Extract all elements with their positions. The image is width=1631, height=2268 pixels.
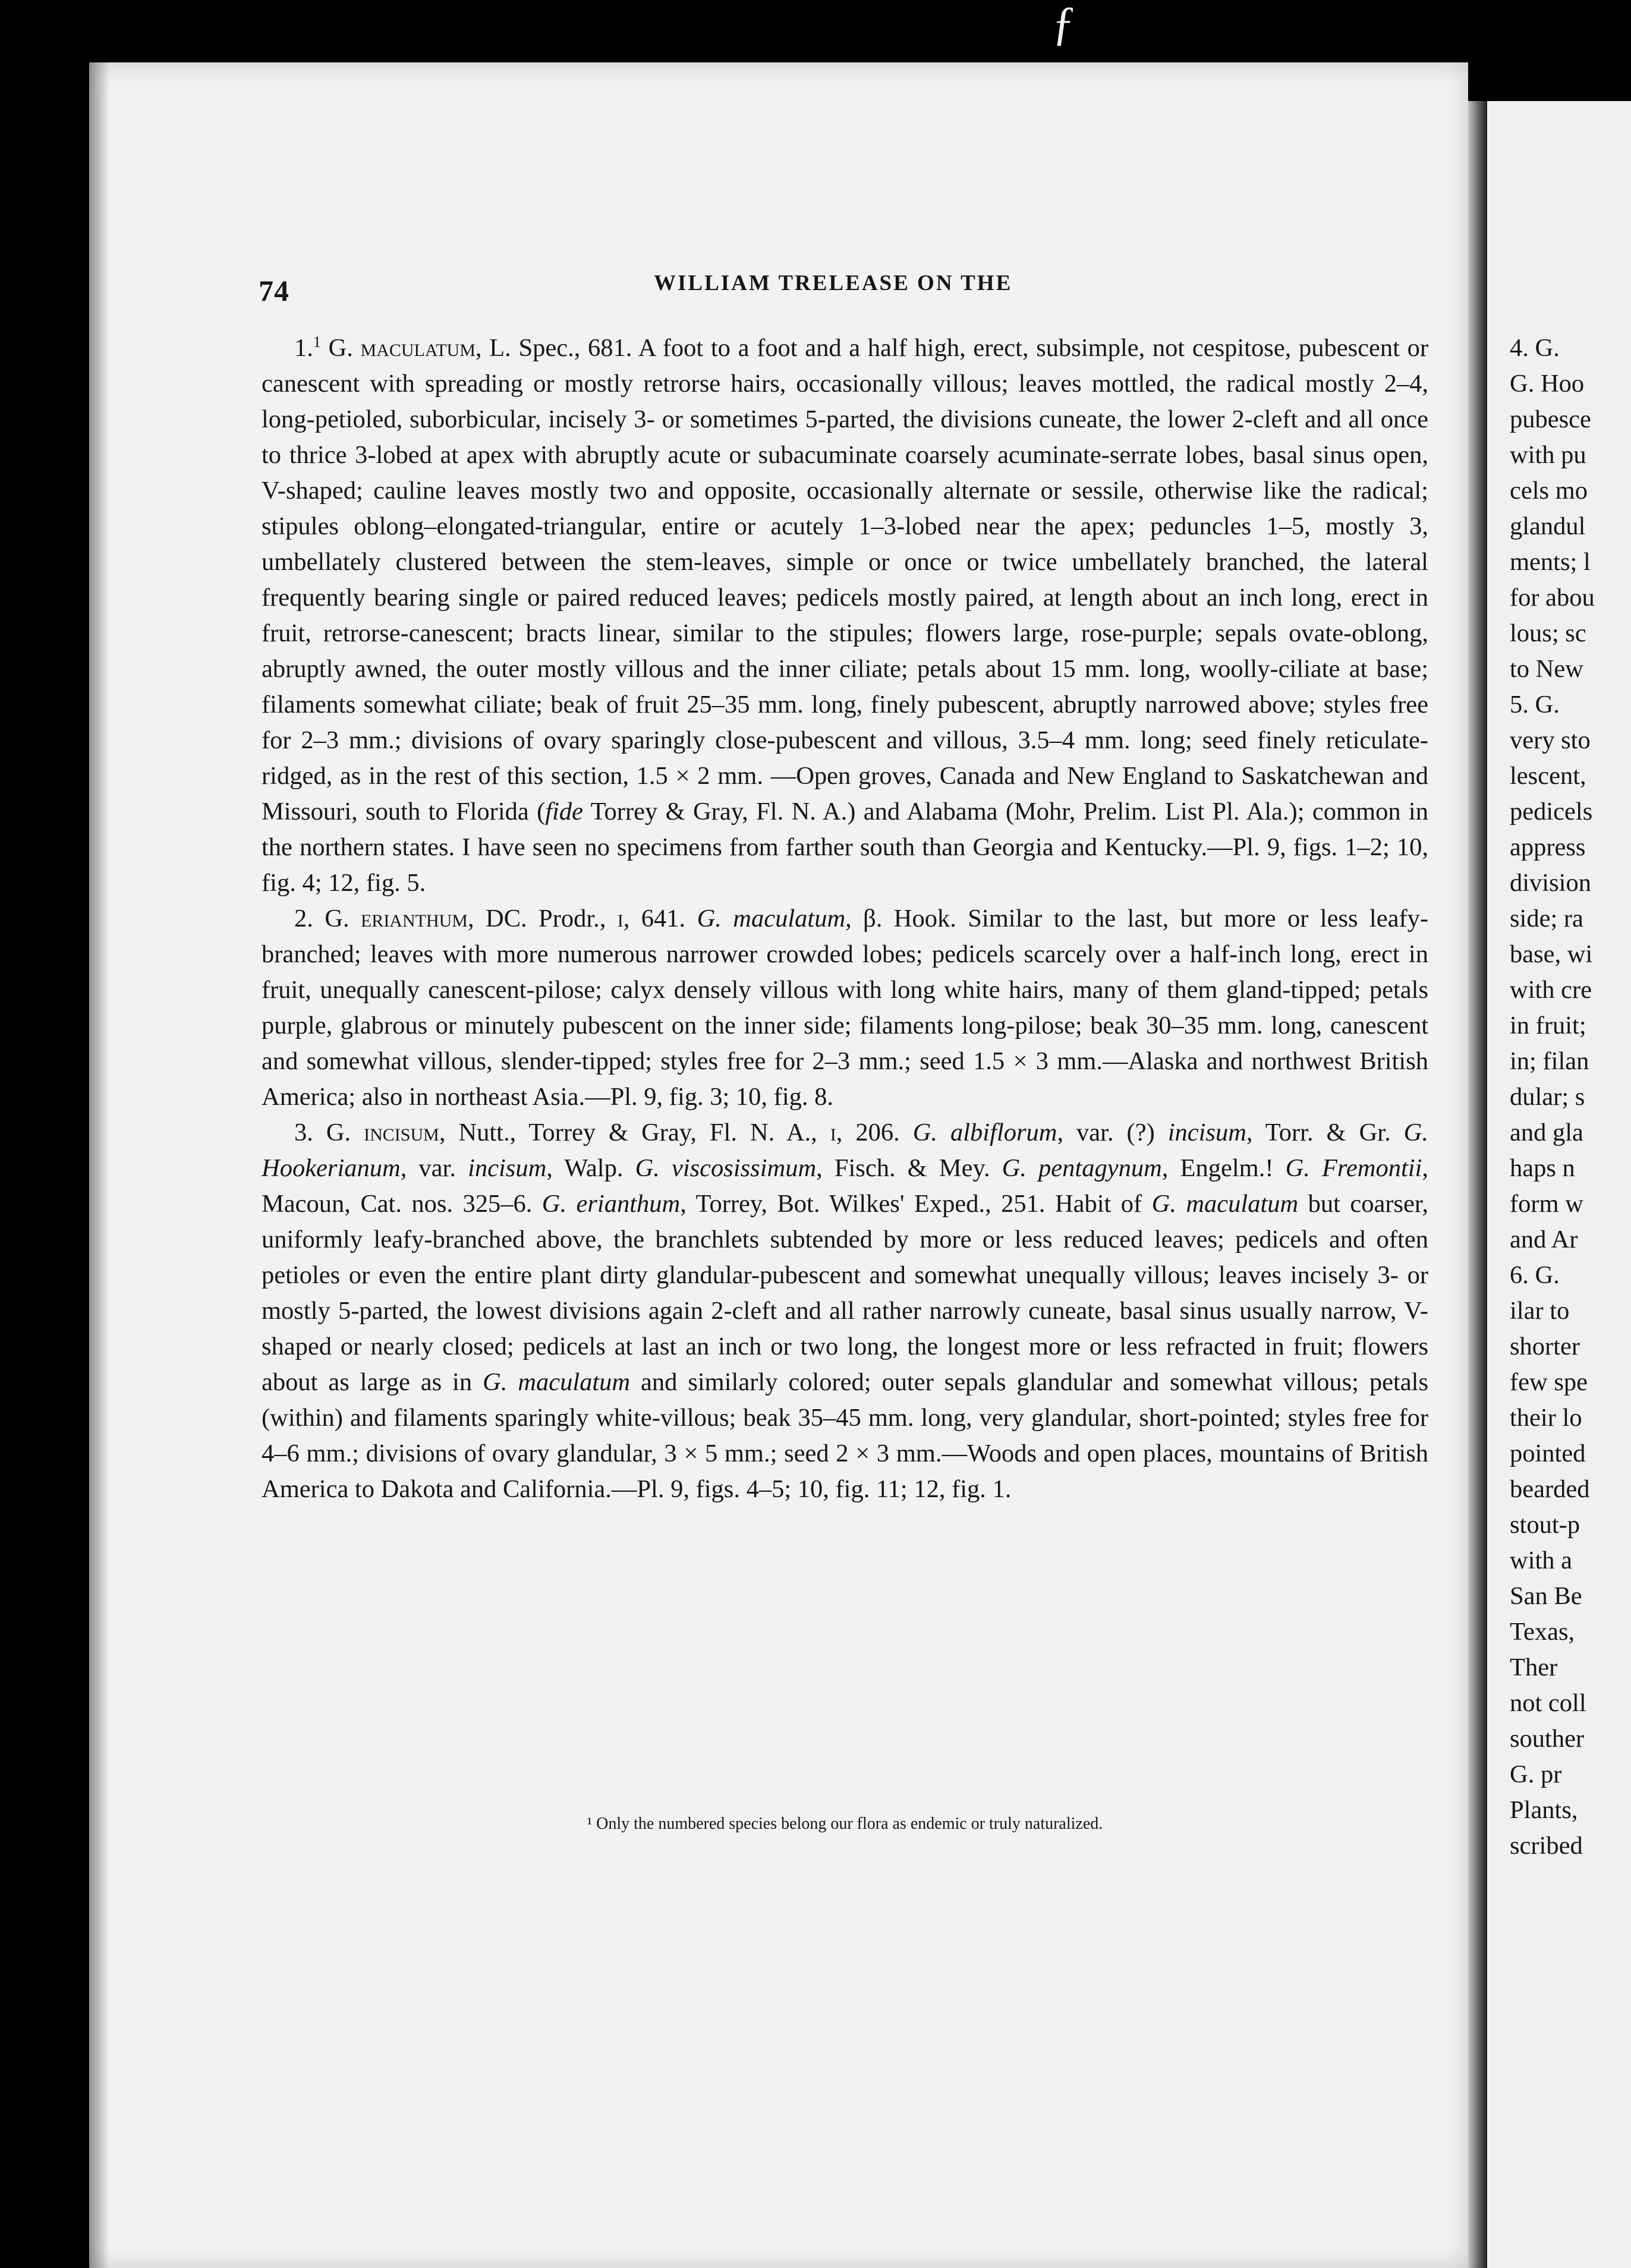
footnote-ref: 1 bbox=[313, 333, 321, 351]
facing-page-line: haps n bbox=[1510, 1154, 1575, 1182]
facing-page-line: scribed bbox=[1510, 1832, 1583, 1860]
facing-page-line: G. pr bbox=[1510, 1760, 1562, 1788]
italic-name: incisum bbox=[1167, 1119, 1246, 1146]
facing-page-line: in; filan bbox=[1510, 1047, 1589, 1075]
italic-name: G. Hookerianum bbox=[262, 1119, 1428, 1182]
text-run: , 641. bbox=[623, 905, 697, 933]
body-text bbox=[262, 330, 1428, 1507]
text-run: , DC. Prodr., bbox=[467, 905, 618, 933]
text-run: , Fisch. & Mey. bbox=[816, 1154, 1002, 1182]
facing-page-line: pubesce bbox=[1510, 405, 1591, 433]
italic-name: G. erianthum bbox=[541, 1190, 681, 1218]
italic-name: G. maculatum bbox=[1151, 1190, 1299, 1218]
facing-page-text bbox=[1510, 330, 1631, 1864]
italic-name: fide bbox=[545, 798, 583, 826]
italic-name: incisum bbox=[468, 1154, 547, 1182]
text-run: G. bbox=[313, 905, 361, 933]
small-caps-name: maculatum bbox=[360, 334, 476, 362]
text-run: , Nutt., Torrey & Gray, Fl. N. A., bbox=[439, 1119, 830, 1146]
facing-page-line: division bbox=[1510, 869, 1591, 897]
text-run: , L. Spec., 681. A foot to a foot and a half high, erect, subsimple, not cespitose, pubescent or canescent with spreading or mostly retrorse hairs, occasionally villous; leaves mottled, the radical mostly 2–4, long-petioled, suborbicular, incisely 3- or sometimes 5-parted, the divisions cuneate, the lower 2-cleft and all once to thrice 3-lobed at apex with abruptly acute or subacuminate coarsely acuminate-serrate lobes, basal sinus open, V-shaped; cauline leaves mostly two and opposite, occasionally alternate or sessile, otherwise like the radical; stipules oblong–elongated-triangular, entire or acutely 1–3-lobed near the apex; peduncles 1–5, mostly 3, umbellately clustered between the stem-leaves, simple or once or twice umbellately branched, the lateral frequently bearing single or paired reduced leaves; pedicels mostly paired, at length about an inch long, erect in fruit, retrorse-canescent; bracts linear, similar to the stipules; flowers large, rose-purple; sepals ovate-oblong, abruptly awned, the outer mostly villous and the inner ciliate; petals about 15 mm. long, woolly-ciliate at base; filaments somewhat ciliate; beak of fruit 25–35 mm. long, finely pubescent, abruptly narrowed above; styles free for 2–3 mm.; divisions of ovary sparingly close-pubescent and villous, 3.5–4 mm. long; seed finely reticulate-ridged, as in the rest of this section, 1.5 × 2 mm. —Open groves, Canada and New England to Saskatchewan and Missouri, south to Florida ( bbox=[262, 334, 1428, 826]
facing-page-line: 5. G. bbox=[1510, 691, 1560, 719]
top-ink-mark: ƒ bbox=[1052, 0, 1076, 50]
facing-page-line: side; ra bbox=[1510, 905, 1583, 933]
facing-page-line: for abou bbox=[1510, 584, 1595, 612]
facing-page-line: Plants, bbox=[1510, 1796, 1578, 1824]
text-run: , β. Hook. Similar to the last, but more or less leafy-branched; leaves with more numerous narrower crowded lobes; pedicels scarcely over a half-inch long, erect in fruit, unequally canescent-pilose; calyx densely villous with long white hairs, many of them gland-tipped; petals purple, glabrous or minutely pubescent on the inner side; filaments long-pilose; beak 30–35 mm. long, canescent and somewhat villous, slender-tipped; styles free for 2–3 mm.; seed 1.5 × 3 mm.—Alaska and northwest British America; also in northeast Asia.—Pl. 9, fig. 3; 10, fig. 8. bbox=[262, 905, 1429, 1111]
book-spine bbox=[1468, 101, 1487, 2268]
italic-name: G. Fremontii bbox=[1285, 1154, 1422, 1182]
text-run: but coarser, uniformly leafy-branched above, the branchlets subtended by more or less reduced leaves; pedicels and often petioles or even the entire plant dirty glandular-pubescent and somewhat unequally villous; leaves incisely 3- or mostly 5-parted, the lowest divisions again 2-cleft and all rather narrowly cuneate, basal sinus usually narrow, V-shaped or nearly closed; pedicels at last an inch or two long, the longest more or less refracted in fruit; flowers about as large as in bbox=[262, 1190, 1428, 1396]
text-run: G. bbox=[313, 1119, 364, 1146]
facing-page-line: souther bbox=[1510, 1725, 1585, 1753]
facing-page-line: form w bbox=[1510, 1190, 1583, 1218]
italic-name: G. viscosissimum bbox=[635, 1154, 817, 1182]
species-entry-2 bbox=[262, 901, 1428, 1115]
facing-page-line: stout-p bbox=[1510, 1511, 1580, 1539]
small-caps-name: i bbox=[830, 1119, 836, 1146]
facing-page-line: to New bbox=[1510, 655, 1583, 683]
text-run: Torrey & Gray, Fl. N. A.) and Alabama (Mohr, Prelim. List Pl. Ala.); common in the northern states. I have seen no specimens from farther south than Georgia and Kentucky.—Pl. 9, figs. 1–2; 10, fig. 4; 12, fig. 5. bbox=[262, 798, 1428, 897]
italic-name: G. maculatum bbox=[697, 905, 846, 933]
facing-page-line: Texas, bbox=[1510, 1618, 1575, 1646]
facing-page-line: pointed bbox=[1510, 1439, 1586, 1467]
text-run: , Walp. bbox=[546, 1154, 635, 1182]
facing-page-line: not coll bbox=[1510, 1689, 1586, 1717]
entry-number: 2. bbox=[294, 905, 313, 933]
text-run: , Macoun, Cat. nos. 325–6. bbox=[262, 1154, 1428, 1218]
facing-page-line: with a bbox=[1510, 1546, 1573, 1574]
italic-name: G. albiflorum bbox=[912, 1119, 1057, 1146]
text-run: , Engelm.! bbox=[1161, 1154, 1286, 1182]
running-head: WILLIAM TRELEASE ON THE bbox=[654, 271, 1013, 295]
entry-number: 3. bbox=[294, 1119, 313, 1146]
facing-page-line: their lo bbox=[1510, 1404, 1582, 1432]
text-run: G. bbox=[320, 334, 361, 362]
italic-name: G. maculatum bbox=[483, 1368, 631, 1396]
facing-page-line: lous; sc bbox=[1510, 619, 1586, 647]
facing-page-line: appress bbox=[1510, 833, 1586, 861]
footnote: ¹ Only the numbered species belong our flora as endemic or truly naturalized. bbox=[587, 1815, 1103, 1833]
facing-page-line: very sto bbox=[1510, 726, 1591, 754]
facing-page-line: dular; s bbox=[1510, 1083, 1585, 1111]
text-run: and similarly colored; outer sepals glandular and somewhat villous; petals (within) and filaments sparingly white-villous; beak 35–45 mm. long, very glandular, short-pointed; styles free for 4–6 mm.; divisions of ovary glandular, 3 × 5 mm.; seed 2 × 3 mm.—Woods and open places, mountains of British America to Dakota and California.—Pl. 9, figs. 4–5; 10, fig. 11; 12, fig. 1. bbox=[262, 1368, 1428, 1503]
facing-page-line: few spe bbox=[1510, 1368, 1588, 1396]
facing-page-line: with pu bbox=[1510, 441, 1586, 469]
facing-page-line: ilar to bbox=[1510, 1297, 1570, 1325]
facing-page-line: 6. G. bbox=[1510, 1261, 1560, 1289]
facing-page-line: and Ar bbox=[1510, 1226, 1578, 1253]
facing-page-line: Ther bbox=[1510, 1653, 1558, 1681]
facing-page-line: and gla bbox=[1510, 1119, 1583, 1146]
text-run: , Torr. & Gr. bbox=[1246, 1119, 1404, 1146]
facing-page-line: in fruit; bbox=[1510, 1012, 1586, 1040]
facing-page-line: with cre bbox=[1510, 976, 1592, 1004]
entry-number: 1. bbox=[294, 334, 313, 362]
gutter-shadow bbox=[89, 62, 109, 2268]
facing-page-line: San Be bbox=[1510, 1582, 1582, 1610]
facing-page-line: cels mo bbox=[1510, 477, 1588, 505]
text-run: , var. (?) bbox=[1057, 1119, 1168, 1146]
facing-page-line: ments; l bbox=[1510, 548, 1591, 576]
facing-page-line: lescent, bbox=[1510, 762, 1586, 790]
text-run: , var. bbox=[400, 1154, 468, 1182]
small-caps-name: incisum bbox=[364, 1119, 439, 1146]
facing-page-line: 4. G. bbox=[1510, 334, 1560, 362]
facing-page-line: shorter bbox=[1510, 1333, 1580, 1360]
text-run: , 206. bbox=[836, 1119, 913, 1146]
page-number: 74 bbox=[259, 274, 289, 307]
italic-name: G. pentagynum bbox=[1002, 1154, 1162, 1182]
small-caps-name: erianthum bbox=[360, 905, 468, 933]
small-caps-name: i bbox=[617, 905, 624, 933]
facing-page-line: pedicels bbox=[1510, 798, 1593, 826]
species-entry-1 bbox=[262, 330, 1428, 901]
facing-page-line: G. Hoo bbox=[1510, 370, 1585, 398]
species-entry-3 bbox=[262, 1115, 1428, 1507]
facing-page-line: bearded bbox=[1510, 1475, 1590, 1503]
text-run: , Torrey, Bot. Wilkes' Exped., 251. Habit of bbox=[680, 1190, 1152, 1218]
facing-page-line: glandul bbox=[1510, 512, 1586, 540]
facing-page-line: base, wi bbox=[1510, 940, 1593, 968]
